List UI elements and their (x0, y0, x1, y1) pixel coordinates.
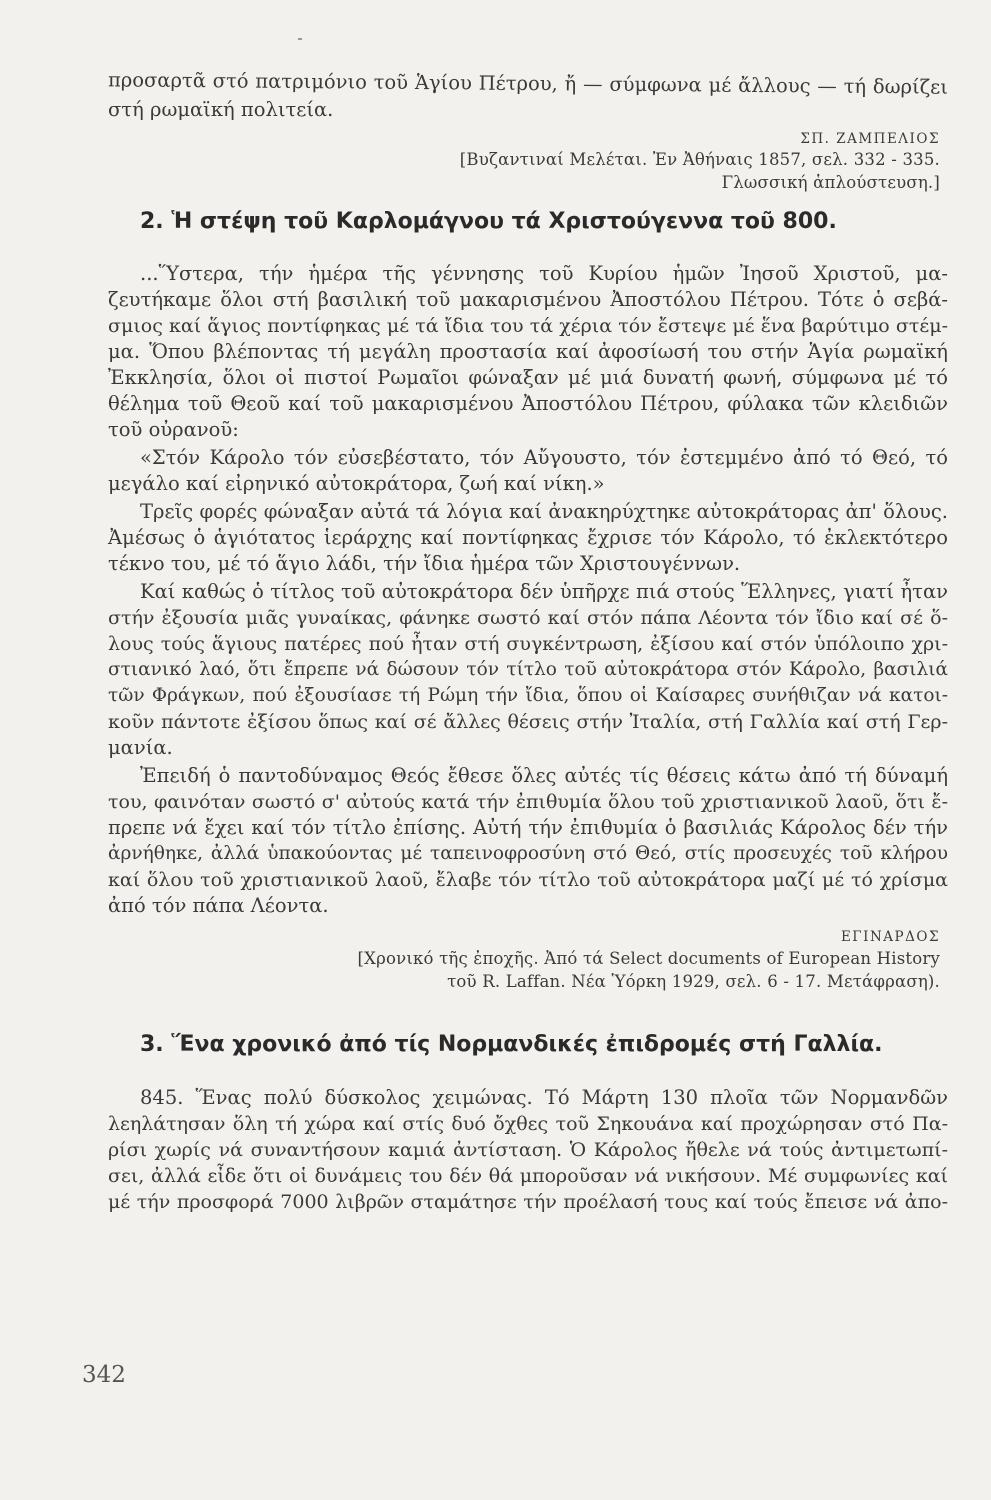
text-line: τέκνο του, μέ τό ἅγιο λάδι, τήν ἴδια ἡμέρα τῶν Χριστουγέννων. (108, 552, 741, 575)
text-line: Τρεῖς φορές φώναξαν αὐτά τά λόγια καί ἀνακηρύχτηκε αὐτοκράτορας ἀπ' ὅλους. (140, 500, 948, 523)
text-line: Ἀμέσως ὁ ἁγιότατος ἱεράρχης καί ποντίφηκας ἔχρισε τόν Κάρολο, τό ἐκλεκτότερο (108, 526, 948, 549)
text-line: «Στόν Κάρολο τόν εὐσεβέστατο, τόν Αὔγουστο, τόν ἐστεμμένο ἀπό τό Θεό, τό (140, 446, 948, 469)
text-line: λους τούς ἅγιους πατέρες πού ἦταν στή συγκέντρωση, ἐξίσου καί στόν ὑπόλοιπο χρι- (108, 633, 948, 655)
text-line: θέλημα τοῦ Θεοῦ καί τοῦ μακαρισμένου Ἀποστόλου Πέτρου, φύλακα τῶν κλειδιῶν (108, 392, 948, 415)
text-line: λεηλάτησαν ὅλη τή χώρα καί στίς δυό ὄχθες τοῦ Σηκουάνα καί προχώρησαν στό Πα- (108, 1113, 948, 1135)
text-line: ...Ὕστερα, τήν ἡμέρα τῆς γέννησης τοῦ Κυρίου ἡμῶν Ἰησοῦ Χριστοῦ, μα- (140, 262, 948, 285)
text-line: ζευτήκαμε ὅλοι στή βασιλική τοῦ μακαρισμένου Ἀποστόλου Πέτρου. Τότε ὁ σεβά- (108, 288, 948, 311)
text-line: στιανικό λαό, ὅτι ἔπρεπε νά δώσουν τόν τίτλο τοῦ αὐτοκράτορα στόν Κάρολο, βασιλιά (108, 659, 948, 680)
text-line: τῶν Φράγκων, πού ἐξουσίασε τή Ρώμη τήν ἴδια, ὅπου οἱ Καίσαρες συνήθιζαν νά κατοι- (108, 685, 948, 706)
source-author: ΣΠ. ΖΑΜΠΕΛΙΟΣ (800, 131, 940, 147)
text-line: σει, ἀλλά εἶδε ὅτι οἱ δυνάμεις του δέν θά μποροῦσαν νά νικήσουν. Μέ συμφωνίες καί (108, 1165, 948, 1187)
text-line: ἀρνήθηκε, ἀλλά ὑπακούοντας μέ ταπεινοφροσύνη στό Θεό, στίς προσευχές τοῦ κλήρου (108, 843, 948, 864)
source-citation: Γλωσσική ἁπλούστευση.] (721, 173, 940, 192)
source-citation: [Χρονικό τῆς ἐποχῆς. Ἀπό τά Select documents of European History (357, 949, 940, 968)
source-citation: τοῦ R. Laffan. Νέα Ὑόρκη 1929, σελ. 6 - 17. Μετάφραση). (447, 972, 940, 991)
page-number: 342 (82, 1362, 126, 1388)
text-line: ρίσι χωρίς νά συναντήσουν καμιά ἀντίσταση. Ὁ Κάρολος ἤθελε νά τούς ἀντιμετωπί- (108, 1139, 948, 1161)
text-line: στήν ἐξουσία μιᾶς γυναίκας, φάνηκε σωστό καί στόν πάπα Λέοντα τόν ἴδιο καί σέ ὅ- (108, 607, 948, 629)
section-heading: 3. Ἕνα χρονικό ἀπό τίς Νορμανδικές ἐπιδρομές στή Γαλλία. (140, 1032, 883, 1057)
text-line: Ἐπειδή ὁ παντοδύναμος Θεός ἔθεσε ὅλες αὐτές τίς θέσεις κάτω ἀπό τή δύναμή (140, 764, 948, 787)
text-line: Καί καθώς ὁ τίτλος τοῦ αὐτοκράτορα δέν ὑπῆρχε πιά στούς Ἕλληνες, γιατί ἦταν (140, 580, 948, 603)
text-line: προσαρτᾶ στό πατριμόνιο τοῦ Ἁγίου Πέτρου, ἤ — σύμφωνα μέ ἄλλους — τή δωρίζει (107, 68, 949, 99)
text-line: μανία. (108, 736, 173, 759)
text-line: του, φαινόταν σωστό σ' αὐτούς κατά τήν ἐπιθυμία ὅλου τοῦ χριστιανικοῦ λαοῦ, ὅτι ἔ- (108, 791, 948, 813)
text-line: ἀπό τόν πάπα Λέοντα. (108, 894, 329, 917)
text-line: Ἐκκλησία, ὅλοι οἱ πιστοί Ρωμαῖοι φώναξαν μέ μιά δυνατή φωνή, σύμφωνα μέ τό (108, 366, 948, 389)
text-line: μέ τήν προσφορά 7000 λιβρῶν σταμάτησε τήν προέλασή τους καί τούς ἔπεισε νά ἀπο- (108, 1191, 948, 1213)
text-line: μα. Ὅπου βλέποντας τή μεγάλη προστασία καί ἀφοσίωσή του στήν Ἁγία ρωμαϊκή (108, 340, 948, 363)
text-line: σμιος καί ἅγιος ποντίφηκας μέ τά ἴδια του τά χέρια τόν ἔστεψε μέ ἕνα βαρύτιμο στέμ- (108, 315, 948, 337)
text-line: τοῦ οὐρανοῦ: (108, 418, 239, 441)
source-author: ΕΓΙΝΑΡΔΟΣ (840, 929, 940, 945)
text-line: στή ρωμαϊκή πολιτεία. (108, 98, 334, 121)
text-line: κοῦν πάντοτε ἐξίσου ὅπως καί σέ ἄλλες θέσεις στήν Ἰταλία, στή Γαλλία καί στή Γερ- (108, 711, 948, 733)
text-line: 845. Ἕνας πολύ δύσκολος χειμώνας. Τό Μάρτη 130 πλοῖα τῶν Νορμανδῶν (140, 1086, 948, 1109)
text-line: καί ὅλου τοῦ χριστιανικοῦ λαοῦ, ἔλαβε τόν τίτλο τοῦ αὐτοκράτορα μαζί μέ τό χρίσμα (108, 869, 948, 891)
source-citation: [Βυζαντιναί Μελέται. Ἐν Ἀθήναις 1857, σελ. 332 - 335. (459, 150, 940, 169)
text-line: πρεπε νά ἔχει καί τόν τίτλο ἐπίσης. Αὐτή τήν ἐπιθυμία ὁ βασιλιάς Κάρολος δέν τήν (108, 816, 948, 839)
scan-speck (298, 38, 302, 40)
section-heading: 2. Ἡ στέψη τοῦ Καρλομάγνου τά Χριστούγεννα τοῦ 800. (140, 209, 837, 234)
text-line: μεγάλο καί εἰρηνικό αὐτοκράτορα, ζωή καί νίκη.» (108, 472, 605, 495)
